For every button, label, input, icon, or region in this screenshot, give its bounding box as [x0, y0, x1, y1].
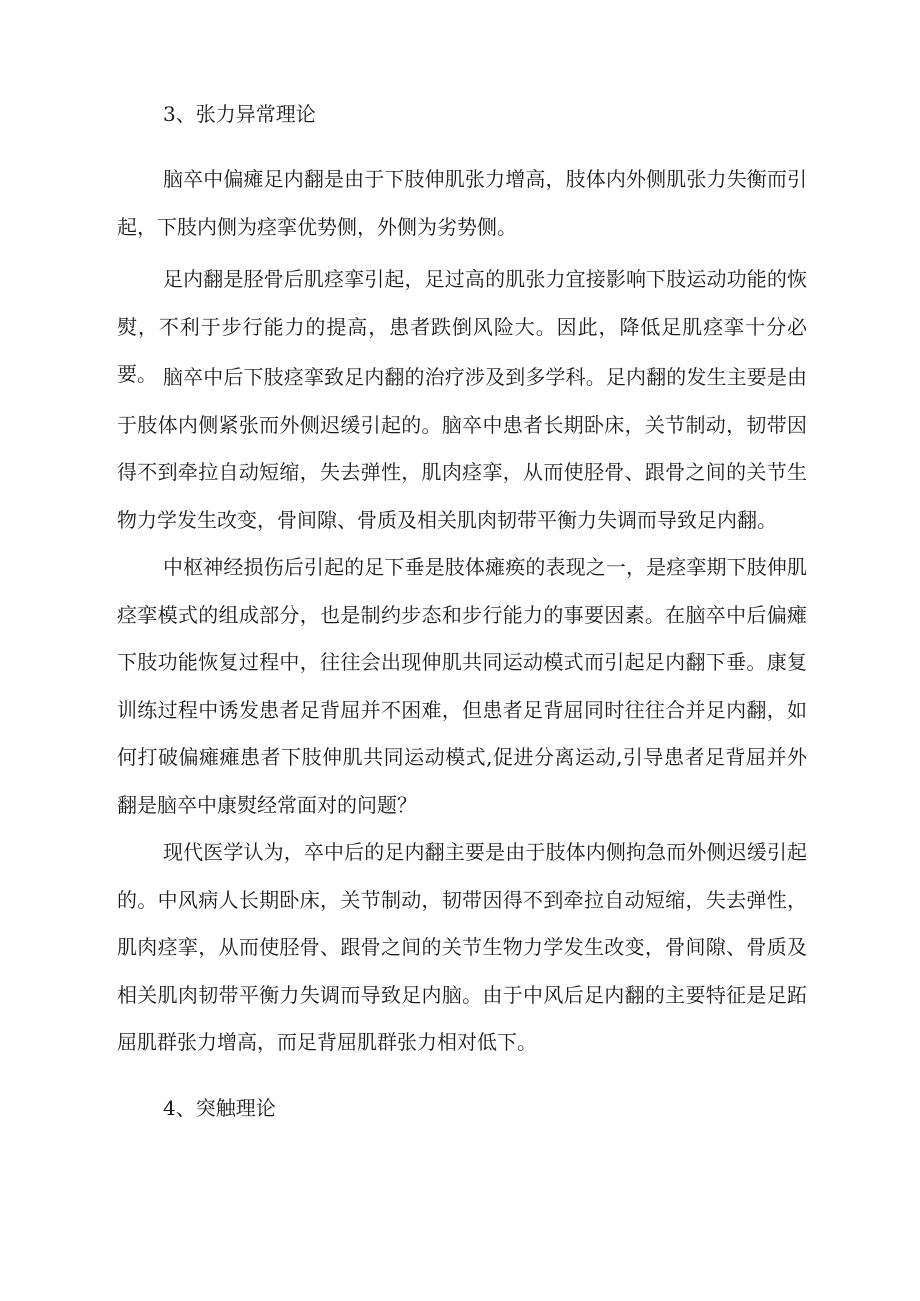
paragraph-4: 中枢神经损伤后引起的足下垂是肢体瘫痪的表现之一，是痉挛期下肢伸肌痉挛模式的组成部分，也是制约步态和步行能力的事要因素。在脑卒中后偏瘫下肢功能恢复过程中，往往会出现伸肌共同运动模式而引起足内翻下垂。康复训练过程中诱发患者足背屈并不困难，但患者足背屈同时往往合并足内翻，如何打破偏瘫瘫患者下肢伸肌共同运动模式,促进分离运动,引导患者足背屈并外翻是脑卒中康熨经常面对的问题？ — [117, 555, 807, 817]
paragraph-3: 脑卒中后下肢痉挛致足内翻的治疗涉及到多学科。足内翻的发生主要是由于肢体内侧紧张而外侧迟缓引起的。脑卒中患者长期卧床，关节制动，韧带因得不到牵拉自动短缩，失去弹性，肌肉痉挛，从而使胫骨、跟骨之间的关节生物力学发生改变，骨间隙、骨质及相关肌肉韧带平衡力失调而导致足内翻。 — [117, 365, 807, 532]
paragraph-5: 现代医学认为，卒中后的足内翻主要是由于肢体内侧拘急而外侧迟缓引起的。中风病人长期卧床，关节制动，韧带因得不到牵拉自动短缩，失去弹性，肌肉痉挛，从而使胫骨、跟骨之间的关节生物力学发生改变，骨间隙、骨质及相关肌肉韧带平衡力失调而导致足内脑。由于中风后足内翻的主要特征是足跖屈肌群张力增高，而足背屈肌群张力相对低下。 — [117, 840, 807, 1054]
section-heading-3: 3、张力异常理论 — [163, 102, 316, 126]
paragraph-1: 脑卒中偏瘫足内翻是由于下肢伸肌张力增高，肢体内外侧肌张力失衡而引起，下肢内侧为痉挛优势侧，外侧为劣势侧。 — [117, 167, 807, 239]
paragraph-2: 足内翻是胫骨后肌痉挛引起，足过高的肌张力宜接影响下肢运动功能的恢熨，不利于步行能力的提高，患者跌倒风险大。因此，降低足肌痉挛十分必要。 — [117, 267, 807, 386]
section-heading-4: 4、突触理论 — [163, 1096, 276, 1120]
